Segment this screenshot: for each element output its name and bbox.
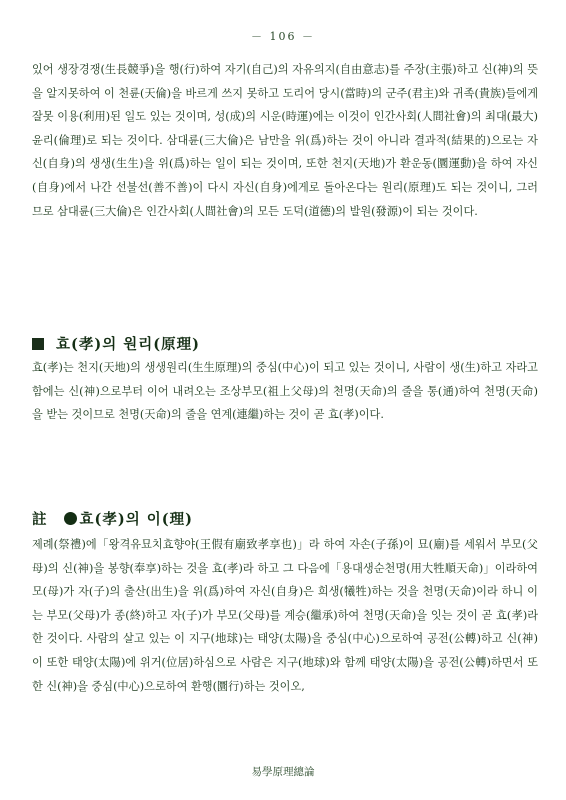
paragraph-3: 제례(祭禮)에「왕격유묘치효향야(王假有廟致孝享也)」라 하여 자손(子孫)이 묘(廟)를 세워서 부모(父母)의 신(神)을 봉향(奉享)하는 것을 효(孝)라 하고 그 다음에「용대생순천명(用大牲順天命)」이라하여 모(母)가 자(子)의 출산(出生)을 위(爲)하여 자신(自身)은 희생(犧牲)하는 것을 천명(天命)이라 하니 이는 부모(父母)가 종(終)하고 자(子)가 부모(父母)를 계승(繼承)하여 천명(天命)을 잇는 것이 곧 효(孝)라 한 것이다. 사람의 살고 있는 이 지구(地球)는 태양(太陽)을 중심(中心)으로하여 공전(公轉)하고 신(神)이 또한 태양(太陽)에 위거(位居)하심으로 사람은 지구(地球)와 함께 태양(太陽)을 공전(公轉)하면서 또한 신(神)을 중심(中心)으로하여 환행(圜行)하는 것이오,: [32, 538, 538, 693]
paragraph-2: 효(孝)는 천지(天地)의 생생원리(生生原理)의 중심(中心)이 되고 있는 것이니, 사람이 생(生)하고 자라고 함에는 신(神)으로부터 이어 내려오는 조상부모(祖上父母)의 천명(天命)의 줄을 통(通)하여 천명(天命)을 받는 것이므로 천명(天命)의 줄을 연계(連繼)하는 것이 곧 효(孝)이다.: [32, 361, 538, 422]
note-label: 註: [32, 511, 48, 528]
square-bullet-icon: [32, 338, 44, 350]
note-heading: [32, 508, 193, 529]
circle-bullet-icon: [64, 512, 77, 525]
paragraph-1: 있어 생장경쟁(生長競爭)을 행(行)하여 자기(自己)의 자유의지(自由意志)를 주장(主張)하고 신(神)의 뜻을 알지못하여 이 천륜(天倫)을 바르게 쓰지 못하고 도리어 당시(當時)의 군주(君主)와 귀족(貴族)들에게 잘못 이용(利用)된 일도 있는 것이며, 성(成)의 시운(時運)에는 이것이 인간사회(人間社會)의 최대(最大) 윤리(倫理)로 되는 것이다. 삼대륜(三大倫)은 남만을 위(爲)하는 것이 아니라 결과적(結果的)으로는 자신(自身)의 생생(生生)을 위(爲)하는 일이 되는 것이며, 또한 천지(天地)가 환운동(圜運動)을 하여 자신(自身)에서 나간 선불선(善不善)이 다시 자신(自身)에게로 돌아온다는 원리(原理)도 되는 것이니, 그러므로 삼대륜(三大倫)은 인간사회(人間社會)의 모든 도덕(道德)의 발원(發源)이 되는 것이다.: [32, 63, 538, 218]
section-heading-principle: [32, 333, 200, 354]
section-heading-text: 효(孝)의 원리(原理): [56, 336, 201, 353]
page-number: － 106 －: [251, 30, 315, 43]
book-title-footer: 易學原理總論: [251, 766, 315, 778]
note-heading-text: 효(孝)의 이(理): [79, 511, 194, 528]
